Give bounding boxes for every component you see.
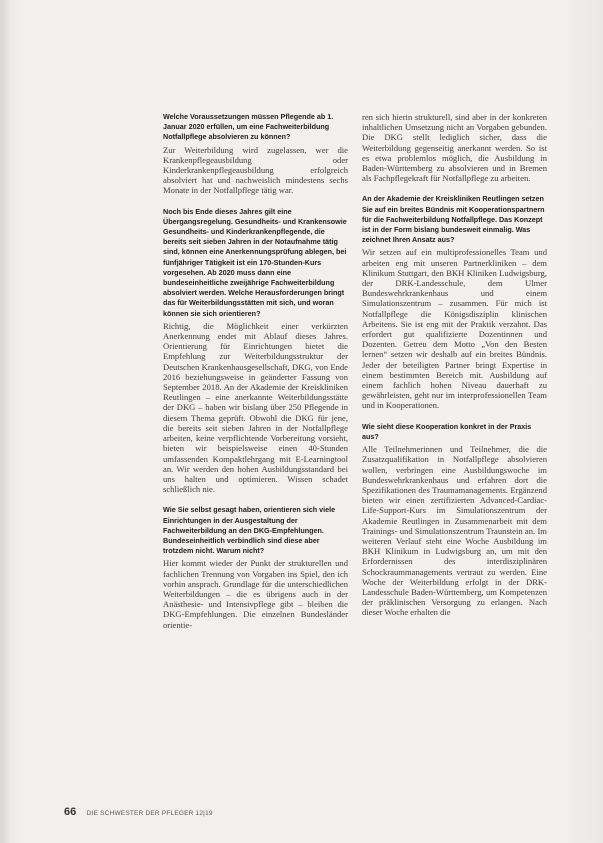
interview-answer: Zur Weiterbildung wird zugelassen, wer die Krankenpflegeausbildung oder Kinderkrankenpflegeausbildung erfolgreich absolviert hat und nachweislich mindestens sechs Monate in der Notfallpflege tätig war. — [163, 144, 348, 196]
interview-question: Wie sieht diese Kooperation konkret in der Praxis aus? — [362, 421, 532, 441]
interview-answer-continued: ren sich hierin strukturell, sind aber in der konkreten inhaltlichen Umsetzung nicht an Vorgaben gebunden. Die DKG stellt lediglich sicher, dass die Weiterbildung gegenseitig anerkannt werden. So ist es etwa problemlos möglich, die Ausbildung in Baden-Württemberg zu absolvieren und in Bremen als Fachpflegekraft für Notfallpflege zu arbeiten. — [362, 112, 547, 184]
interview-question: Welche Voraussetzungen müssen Pflegende ab 1. Januar 2020 erfüllen, um eine Fachweiterbildung Notfallpflege absolvieren zu können? — [163, 112, 334, 142]
qa-block — [362, 422, 547, 618]
page-fold-shadow — [0, 0, 10, 843]
interview-answer: Richtig, die Möglichkeit einer verkürzten Anerkennung endet mit Ablauf dieses Jahres. Orientierung für Einrichtungen bietet die Empfehlung zur Weiterbildungsstruktur der Deutschen Krankenhausgesellschaft, DKG, von Ende 2016 beziehungsweise in geänderter Fassung von September 2018. An der Akademie der Kreiskliniken Reutlingen – eine anerkannte Weiterbildungsstätte der DKG – haben wir bislang über 250 Pflegende in diesem Thema geprüft. Obwohl die DKG für jene, die bereits seit sieben Jahren in der Notfallpflege arbeiten, keine verpflichtende Vorbereitung vorsieht, bieten wir beispielsweise einen 40-Stunden umfassenden Kompaktlehrgang mit E-Learningtool an. Wir werden den hohen Ausbildungsstandard bei uns halten und optimieren. Wissen schadet schließlich nie. — [163, 320, 348, 495]
qa-block — [163, 207, 348, 495]
qa-block — [163, 112, 348, 196]
interview-question: Wie Sie selbst gesagt haben, orientieren sich viele Einrichtungen in der Ausgestaltung der Fachweiterbildung an den DKG-Empfehlungen. Bundeseinheitlich verbindlich sind diese aber trotzdem nicht. Warum nicht? — [163, 505, 336, 556]
qa-block — [163, 505, 348, 629]
interview-question: Noch bis Ende dieses Jahres gilt eine Übergangsregelung. Gesundheits- und Krankensowie Gesundheits- und Kinderkrankenpflegende, die bereits seit sieben Jahren in der Notaufnahme tätig sind, können eine Anerkennungsprüfung ablegen, bei fünfjähriger Tätigkeit ist ein 170-Stunden-Kurs vorgesehen. Ab 2020 muss dann eine bundeseinheitliche zweijährige Fachweiterbildung absolviert werden. Welche Herausforderungen bringt das für Weiterbildungsstätten mit sich, und woran können sie sich orientieren? — [163, 206, 347, 318]
left-column — [163, 112, 348, 641]
interview-answer: Wir setzen auf ein multiprofessionelles Team und arbeiten eng mit unseren Partnerkliniken – dem Klinikum Stuttgart, den BKH Kliniken Ludwigsburg, der DRK-Landesschule, dem Ulmer Bundeswehrkrankenhaus und einem Simulationszentrum – zusammen. Für mich ist Notfallpflege die Königsdisziplin klinischen Arbeitens. Sie ist eng mit der Praktik verzahnt. Das erfordert gut qualifizierte Dozentinnen und Dozenten. Getreu dem Motto „Von den Besten lernen“ setzen wir deshalb auf ein breites Bündnis. Jeder der beteiligten Partner bringt Expertise in einem bestimmten Bereich mit. Ausbildung auf einem fachlich hohen Niveau dauerhaft zu gewährleisten, geht nur im interprofessionellen Team und in Kooperationen. — [362, 247, 547, 411]
page-number: 66 — [64, 806, 77, 818]
interview-answer: Hier kommt wieder der Punkt der strukturellen und fachlichen Trennung von Vorgaben ins Spiel, den ich vorhin ansprach. Grundlage für die unterschiedlichen Weiterbildungen – die es übrigens auch in der Anästhesie- und Intensivpflege gibt – bleiben die DKG-Empfehlungen. Die einzelnen Bundesländer orientie- — [163, 558, 348, 630]
interview-answer: Alle Teilnehmerinnen und Teilnehmer, die die Zusatzqualifikation in Notfallpflege absolvieren wollen, verbringen eine Ausbildungswoche im Bundeswehrkrankenhaus und erfahren dort die Spezifikationen des Traumamanagements. Ergänzend bieten wir einen zertifizierten Advanced-Cardiac-Life-Support-Kurs im Simulationszentrum der Akademie Reutlingen in Zusammenarbeit mit dem Trainings- und Simulationszentrum Traunstein an. Im weiteren Verlauf steht eine Woche Ausbildung im BKH Klinikum in Ludwigsburg an, um mit den Erfordernissen des interdisziplinären Schockraummanagements vertraut zu werden. Eine Woche der Weiterbildung erfolgt in der DRK-Landesschule Baden-Württemberg, um Kompetenzen der präklinischen Versorgung zu erlangen. Nach dieser Woche erhalten die — [362, 444, 547, 618]
qa-block — [362, 194, 547, 410]
magazine-issue: DIE SCHWESTER DER PFLEGER 12|19 — [86, 810, 213, 817]
qa-block — [362, 112, 547, 183]
interview-question: An der Akademie der Kreiskliniken Reutlingen setzen Sie auf ein breites Bündnis mit Kooperationspartnern für die Fachweiterbildung Notfallpflege. Das Konzept ist in der Form bislang bundesweit einmalig. Was zeichnet Ihren Ansatz aus? — [362, 194, 545, 245]
page-footer — [64, 802, 213, 820]
right-column — [362, 112, 547, 629]
